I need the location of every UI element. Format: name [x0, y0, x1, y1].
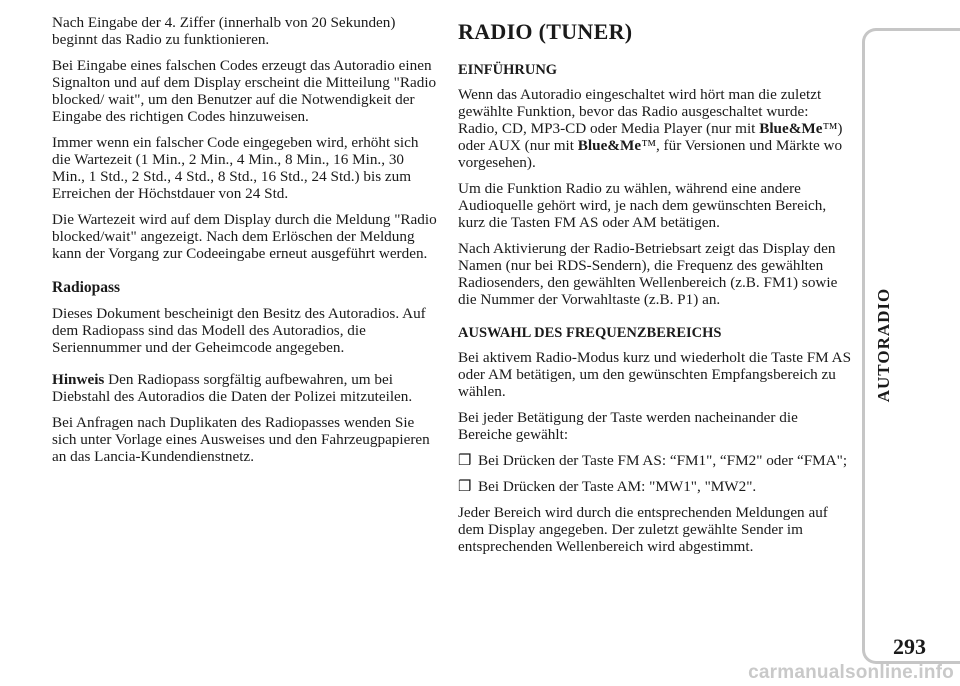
band-heading: AUSWAHL DES FREQUENZBEREICHS: [458, 325, 722, 341]
watermark: carmanualsonline.info: [748, 662, 954, 683]
brand-blueme-2: Blue&Me: [577, 137, 642, 154]
checkbox-bullet-icon: ❒: [458, 478, 472, 495]
section-title: RADIO (TUNER): [458, 19, 633, 44]
note-label: Hinweis: [52, 371, 105, 388]
intro-text-c: ™, für Versionen und Märkte wo vorgesehen).: [458, 137, 843, 171]
paragraph-wrong-code: Bei Eingabe eines falschen Codes erzeugt das Autoradio einen Signalton und auf dem Display erscheint die Mitteilung "Radio blocked/ wait", um den Benutzer auf die Notwendigkeit der Eingabe des richtigen Codes hinzuweisen.: [52, 57, 437, 125]
paragraph-band-sequence: Bei jeder Betätigung der Taste werden nacheinander die Bereiche gewählt:: [458, 409, 798, 443]
paragraph-code-entry: Nach Eingabe der 4. Ziffer (innerhalb von 20 Sekunden) beginnt das Radio zu funktionieren.: [52, 14, 396, 48]
paragraph-band-display: Jeder Bereich wird durch die entsprechenden Meldungen auf dem Display angegeben. Der zuletzt gewählte Sender im entsprechenden Wellenbereich wird abgestimmt.: [458, 504, 828, 555]
paragraph-radiopass: Dieses Dokument bescheinigt den Besitz des Autoradios. Auf dem Radiopass sind das Modell des Autoradios, die Seriennummer und der Geheimcode angegeben.: [52, 305, 426, 356]
radiopass-heading: Radiopass: [52, 279, 121, 296]
paragraph-duplicates: Bei Anfragen nach Duplikaten des Radiopasses wenden Sie sich unter Vorlage eines Ausweises und den Fahrzeugpapieren an das Lancia-Kundendienstnetz.: [52, 414, 430, 465]
checkbox-bullet-icon: ❒: [458, 452, 472, 469]
intro-text-b: ™) oder AUX (nur mit: [458, 120, 843, 154]
note-text: Den Radiopass sorgfältig aufbewahren, um bei Diebstahl des Autoradios die Daten der Polizei mitzuteilen.: [52, 371, 413, 405]
chapter-tab-label: AUTORADIO: [874, 287, 893, 403]
bullet-text-fm: Bei Drücken der Taste FM AS: “FM1", “FM2" oder “FMA";: [478, 452, 848, 469]
list-item: [458, 452, 852, 469]
left-column: [52, 14, 437, 474]
paragraph-radio-display: Nach Aktivierung der Radio-Betriebsart zeigt das Display den Namen (nur bei RDS-Sendern), die Frequenz des gewählten Radiosenders, den gewählten Wellenbereich (z.B. FM1) sowie die Nummer der Vorwahltaste (z.B. P1) an.: [458, 240, 838, 308]
paragraph-select-radio: Um die Funktion Radio zu wählen, während eine andere Audioquelle gehört wird, je nach dem gewünschten Bereich, kurz die Tasten FM AS oder AM betätigen.: [458, 180, 827, 231]
page-number: 293: [893, 634, 926, 659]
bullet-text-am: Bei Drücken der Taste AM: "MW1", "MW2".: [478, 478, 757, 495]
brand-blueme-1: Blue&Me: [759, 120, 823, 137]
list-item: [458, 478, 852, 495]
intro-heading: EINFÜHRUNG: [458, 62, 558, 78]
paragraph-band-select: Bei aktivem Radio-Modus kurz und wiederholt die Taste FM AS oder AM betätigen, um den gewünschten Empfangsbereich zu wählen.: [458, 349, 852, 400]
paragraph-display-message: Die Wartezeit wird auf dem Display durch die Meldung "Radio blocked/wait" angezeigt. Nach dem Erlöschen der Meldung kann der Vorgang zur Codeeingabe erneut ausgeführt werden.: [52, 211, 437, 262]
paragraph-wait-time: Immer wenn ein falscher Code eingegeben wird, erhöht sich die Wartezeit (1 Min., 2 Min., 4 Min., 8 Min., 16 Min., 30 Min., 1 Std., 2 Std., 4 Std., 8 Std., 16 Std., 24 Std.) bis zum Erreichen der Höchstdauer von 24 Std.: [52, 134, 419, 202]
intro-text-a: Wenn das Autoradio eingeschaltet wird hört man die zuletzt gewählte Funktion, bevor das Radio ausgeschaltet wurde: Radio, CD, MP3-CD oder Media Player (nur mit: [458, 86, 822, 137]
paragraph-intro: [458, 86, 852, 171]
right-column: [458, 14, 852, 564]
note-paragraph: [52, 371, 437, 405]
